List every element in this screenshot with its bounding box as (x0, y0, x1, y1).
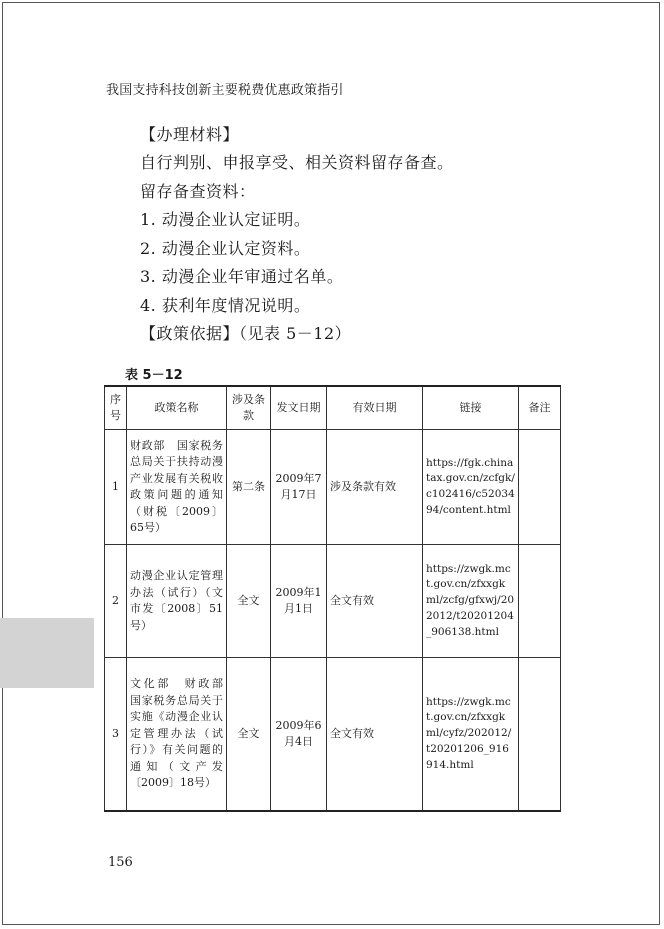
table-header-row (105, 386, 561, 430)
cell-clause: 全文 (227, 658, 271, 812)
cell-no: 1 (105, 430, 127, 545)
cell-note (519, 658, 561, 812)
policy-basis-heading: 【政策依据】（见表 5－12） (140, 324, 352, 343)
cell-valid-date: 涉及条款有效 (327, 430, 423, 545)
header-clause: 涉及条款 (227, 386, 271, 430)
cell-policy-name: 财政部 国家税务总局关于扶持动漫产业发展有关税收政策问题的通知（财税〔2009〕65号） (127, 430, 227, 545)
header-no: 序号 (105, 386, 127, 430)
header-link: 链接 (423, 386, 519, 430)
cell-link[interactable]: https://zwgk.mct.gov.cn/zfxxgkml/cyfz/202012/t20201206_916914.html (423, 658, 519, 812)
header-issue-date: 发文日期 (271, 386, 327, 430)
cell-link[interactable]: https://zwgk.mct.gov.cn/zfxxgkml/zcfg/gfxwj/202012/t20201204_906138.html (423, 545, 519, 658)
list-item-2: 2. 动漫企业认定资料。 (140, 239, 311, 258)
table-caption: 表 5－12 (125, 368, 183, 383)
cell-clause: 第二条 (227, 430, 271, 545)
cell-issue-date: 2009年6月4日 (271, 658, 327, 812)
header-valid-date: 有效日期 (327, 386, 423, 430)
running-head: 我国支持科技创新主要税费优惠政策指引 (106, 83, 344, 98)
chapter-side-tab (0, 618, 94, 688)
list-item-4: 4. 获利年度情况说明。 (140, 296, 311, 315)
list-item-1: 1. 动漫企业认定证明。 (140, 210, 311, 229)
table-row (105, 545, 561, 658)
cell-valid-date: 全文有效 (327, 545, 423, 658)
cell-note (519, 430, 561, 545)
body-line-1: 自行判别、申报享受、相关资料留存备查。 (140, 153, 454, 172)
cell-issue-date: 2009年1月1日 (271, 545, 327, 658)
body-line-2: 留存备查资料： (140, 182, 256, 201)
cell-clause: 全文 (227, 545, 271, 658)
cell-no: 2 (105, 545, 127, 658)
cell-policy-name: 文化部 财政部 国家税务总局关于实施《动漫企业认定管理办法（试行）》有关问题的通知（文产发〔2009〕18号） (127, 658, 227, 812)
policy-table (104, 385, 561, 812)
cell-valid-date: 全文有效 (327, 658, 423, 812)
cell-no: 3 (105, 658, 127, 812)
header-note: 备注 (519, 386, 561, 430)
list-item-3: 3. 动漫企业年审通过名单。 (140, 267, 344, 286)
cell-link[interactable]: https://fgk.chinatax.gov.cn/zcfgk/c102416/c5203494/content.html (423, 430, 519, 545)
header-policy-name: 政策名称 (127, 386, 227, 430)
page-number: 156 (108, 855, 133, 870)
cell-issue-date: 2009年7月17日 (271, 430, 327, 545)
cell-note (519, 545, 561, 658)
section-heading: 【办理材料】 (140, 125, 240, 144)
table-row (105, 430, 561, 545)
table-row (105, 658, 561, 812)
cell-policy-name: 动漫企业认定管理办法（试行）（文市发〔2008〕51号） (127, 545, 227, 658)
